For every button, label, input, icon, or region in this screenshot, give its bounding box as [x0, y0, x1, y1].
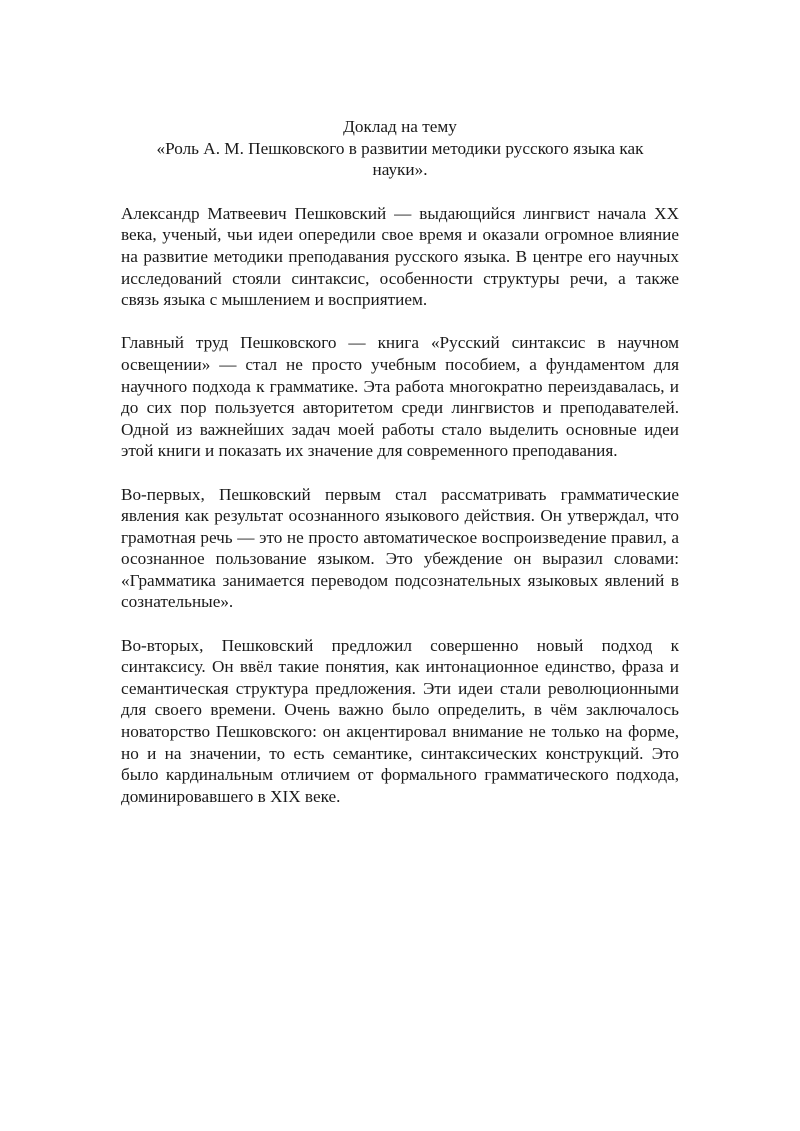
report-heading: Доклад на тему — [343, 117, 457, 136]
document-page — [121, 116, 679, 807]
paragraph-first-point: Во-первых, Пешковский первым стал рассматривать грамматические явления как результат осознанного языкового действия. Он утверждал, что грамотная речь — это не просто автоматическое воспроизведение правил, а осознанное пользование языком. Это убеждение он выразил словами: «Грамматика занимается переводом подсознательных языковых явлений в сознательные». — [121, 484, 679, 612]
document-title — [121, 116, 679, 181]
paragraph-main-work: Главный труд Пешковского — книга «Русский синтаксис в научном освещении» — стал не просто учебным пособием, а фундаментом для научного подхода к грамматике. Эта работа многократно переиздавалась, и до сих пор пользуется авторитетом среди лингвистов и преподавателей. Одной из важнейших задач моей работы стало выделить основные идеи этой книги и показать их значение для современного преподавания. — [121, 333, 679, 461]
report-title-line-2: науки». — [372, 160, 428, 180]
report-title-line-1: «Роль А. М. Пешковского в развитии методики русского языка как — [156, 138, 644, 158]
paragraph-second-point: Во-вторых, Пешковский предложил совершенно новый подход к синтаксису. Он ввёл такие понятия, как интонационное единство, фраза и семантическая структура предложения. Эти идеи стали революционными для своего времени. Очень важно было определить, в чём заключалось новаторство Пешковского: он акцентировал внимание не только на форме, но и на значении, то есть семантике, синтаксических конструкций. Это было кардинальным отличием от формального грамматического подхода, доминировавшего в XIX веке. — [121, 635, 679, 806]
paragraph-intro: Александр Матвеевич Пешковский — выдающийся лингвист начала XX века, ученый, чьи идеи опередили свое время и оказали огромное влияние на развитие методики преподавания русского языка. В центре его научных исследований стояли синтаксис, особенности структуры речи, а также связь языка с мышлением и восприятием. — [121, 203, 679, 310]
